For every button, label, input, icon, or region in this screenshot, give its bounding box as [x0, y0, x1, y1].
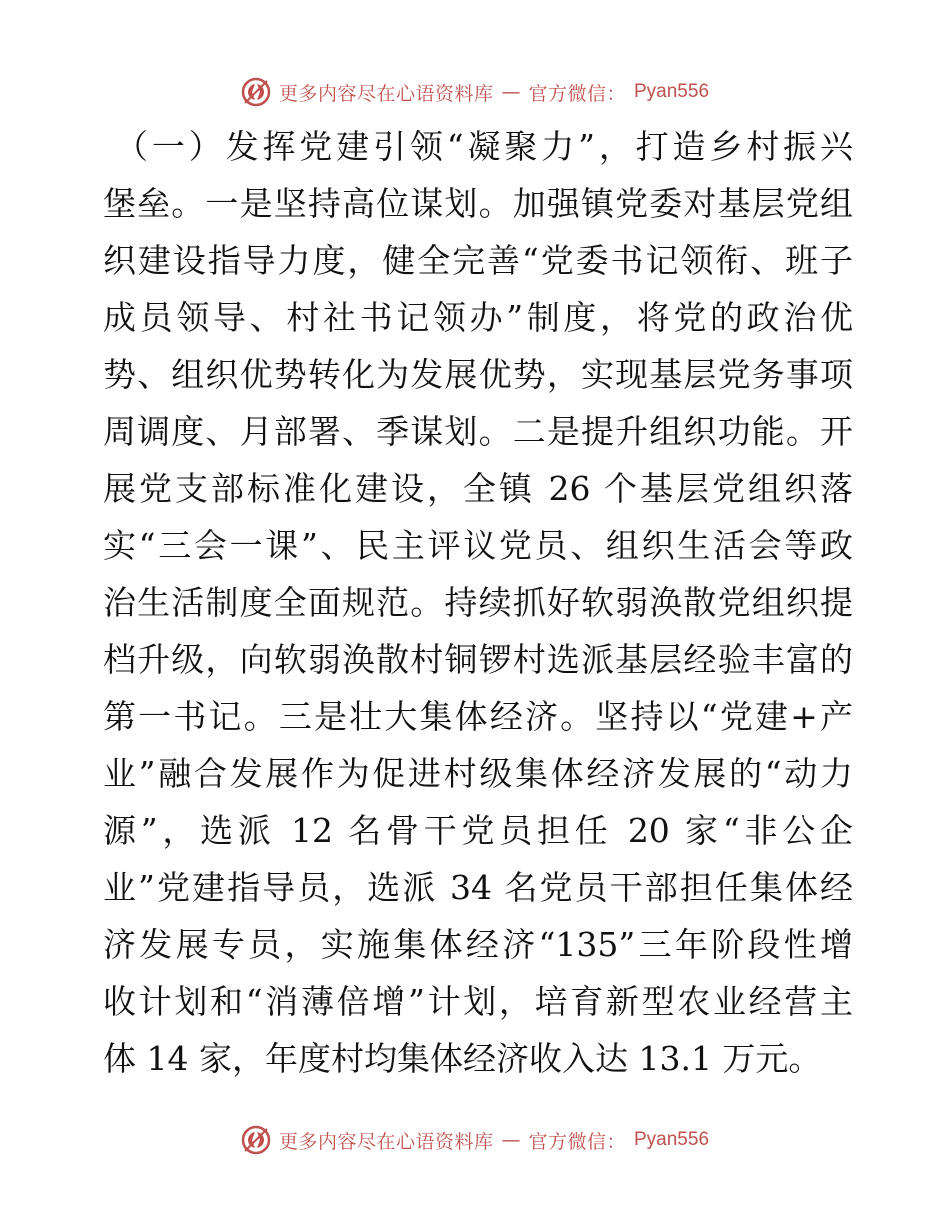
paragraph-line: 实“三会一课”、民主评议党员、组织生活会等政: [103, 526, 853, 565]
paragraph-line: 业”融合发展作为促进村级集体经济发展的“动力: [103, 754, 853, 793]
paragraph-line: 体 14 家，年度村均集体经济收入达 13.1 万元。: [103, 1039, 822, 1078]
paragraph-line: 展党支部标准化建设，全镇 26 个基层党组织落: [103, 469, 853, 508]
paragraph-line: 织建设指导力度，健全完善“党委书记领衔、班子: [103, 241, 853, 280]
pen-logo-icon: [241, 1125, 271, 1155]
paragraph-line: （一）发挥党建引领“凝聚力”，打造乡村振兴: [115, 127, 853, 166]
footer-watermark: [0, 1120, 950, 1160]
watermark-account: Pyan556: [634, 1129, 710, 1150]
watermark-separator: —: [501, 1129, 521, 1151]
watermark-separator: —: [501, 81, 521, 103]
header-watermark: [0, 72, 950, 112]
paragraph-line: 业”党建指导员，选派 34 名党员干部担任集体经: [103, 868, 853, 907]
document-body: [103, 118, 853, 1087]
paragraph-line: 源”，选派 12 名骨干党员担任 20 家“非公企: [103, 811, 853, 850]
paragraph-line: 治生活制度全面规范。持续抓好软弱涣散党组织提: [103, 583, 853, 622]
watermark-site-text: 更多内容尽在心语资料库: [278, 1130, 494, 1153]
watermark-site-text: 更多内容尽在心语资料库: [278, 82, 494, 105]
paragraph-line: 周调度、月部署、季谋划。二是提升组织功能。开: [103, 412, 853, 451]
pen-logo-icon: [241, 77, 271, 107]
paragraph-line: 济发展专员，实施集体经济“135”三年阶段性增: [103, 925, 853, 964]
paragraph-line: 第一书记。三是壮大集体经济。坚持以“党建+产: [103, 697, 853, 736]
watermark-account: Pyan556: [634, 81, 710, 102]
paragraph-line: 成员领导、村社书记领办”制度，将党的政治优: [103, 298, 853, 337]
watermark-label: 官方微信：: [528, 82, 626, 105]
paragraph-line: 收计划和“消薄倍增”计划，培育新型农业经营主: [103, 982, 853, 1021]
paragraph-line: 势、组织优势转化为发展优势，实现基层党务事项: [103, 355, 853, 394]
paragraph-line: 档升级，向软弱涣散村铜锣村选派基层经验丰富的: [103, 640, 853, 679]
paragraph-line: 堡垒。一是坚持高位谋划。加强镇党委对基层党组: [103, 184, 853, 223]
watermark-label: 官方微信：: [528, 1130, 626, 1153]
